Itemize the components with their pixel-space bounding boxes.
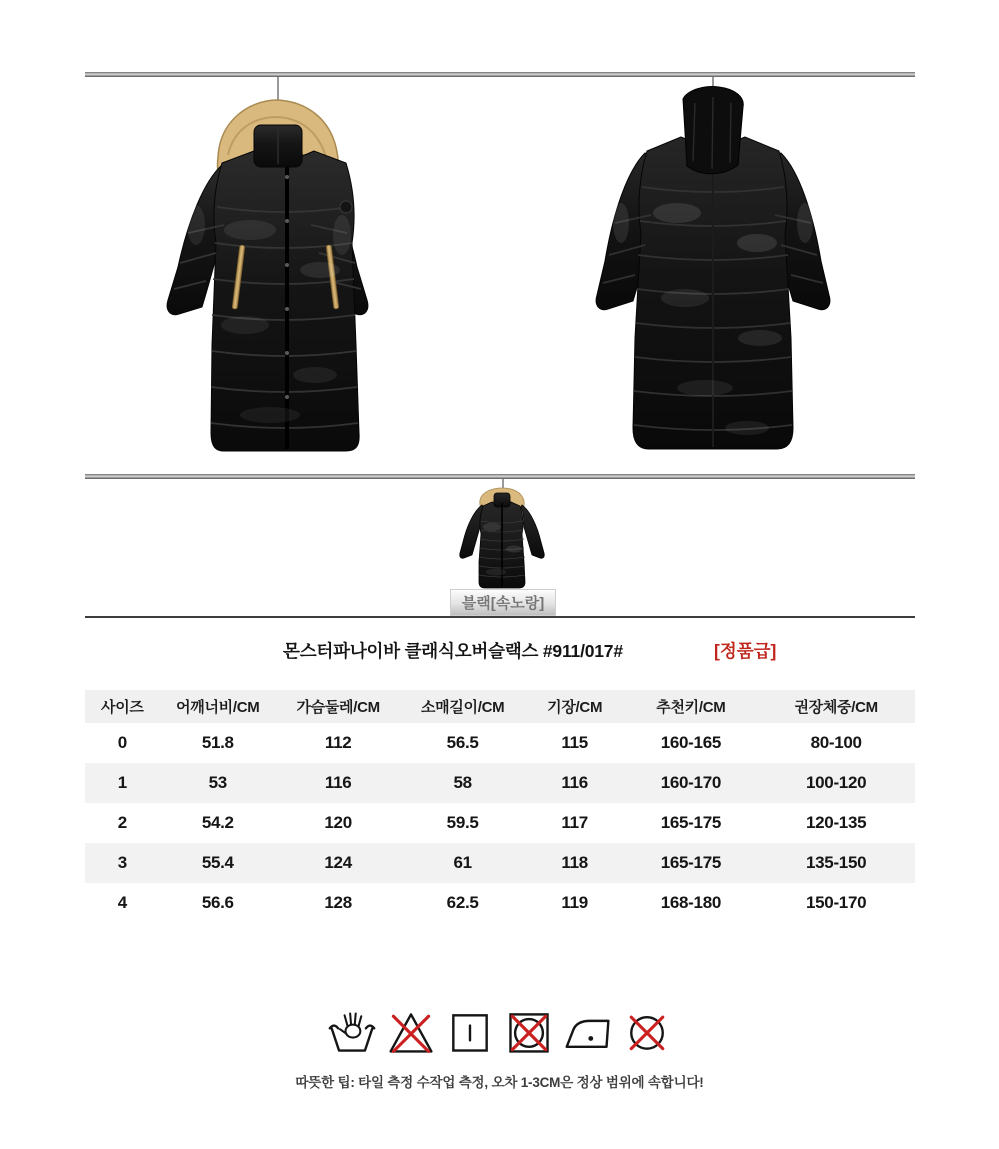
size-table-cell: 116 [276, 763, 401, 803]
size-table-cell: 59.5 [446, 813, 479, 832]
size-table-cell: 119 [561, 893, 588, 912]
size-table-cell: 120-135 [805, 813, 867, 832]
product-photo-front-coat [150, 95, 385, 460]
size-table-cell: 1 [85, 763, 160, 803]
size-table-cell: 135-150 [757, 843, 915, 883]
grade-badge: [정품급] [714, 641, 777, 661]
size-table-column-header: 사이즈 [85, 690, 160, 723]
size-table-cell: 53 [160, 763, 276, 803]
size-table-cell: 116 [525, 763, 625, 803]
do-not-dry-clean-icon [622, 1004, 672, 1060]
size-table-cell: 0 [117, 733, 127, 752]
size-table-column-header: 가슴둘레/CM [276, 690, 401, 723]
do-not-bleach-icon [386, 1004, 436, 1060]
product-photo-back-coat [585, 83, 841, 463]
size-table-column-header: 어깨너비/CM [160, 690, 276, 723]
size-table-cell: 112 [324, 733, 352, 752]
size-table-column-header: 추천키/CM [624, 690, 757, 723]
section-divider [85, 616, 915, 618]
size-table-column-header: 권장체중/CM [757, 690, 915, 723]
size-table-row [85, 803, 915, 843]
drip-dry-icon [445, 1004, 495, 1060]
care-symbols-row [0, 1004, 999, 1060]
size-table-cell: 100-120 [757, 763, 915, 803]
size-table-cell: 160-165 [660, 733, 722, 752]
hanging-rail-top [85, 72, 915, 77]
coat-right-sleeve [521, 505, 544, 558]
size-table-cell: 124 [276, 843, 401, 883]
size-table-row [85, 883, 915, 923]
measurement-tip: 따뜻한 팁: 타일 측정 수작업 측정, 오차 1-3CM은 정상 범위에 속합니다! [295, 1075, 704, 1090]
size-table-cell: 150-170 [805, 893, 867, 912]
size-table-cell: 80-100 [810, 733, 862, 752]
product-title: 몬스터파나이바 클래식오버슬랙스 #911/017# [283, 641, 623, 661]
iron-low-heat-icon [563, 1004, 613, 1060]
size-table-wrap [85, 690, 915, 923]
size-table-cell: 56.5 [446, 733, 479, 752]
size-table-cell: 51.8 [201, 733, 234, 752]
hand-wash-icon [327, 1004, 377, 1060]
size-table-cell: 165-175 [660, 813, 722, 832]
size-table-cell: 58 [400, 763, 525, 803]
size-table-column-header: 소매길이/CM [400, 690, 525, 723]
size-table [85, 690, 915, 923]
size-table-cell: 128 [324, 893, 352, 912]
size-table-cell: 160-170 [624, 763, 757, 803]
size-table-cell: 56.6 [201, 893, 234, 912]
stand-collar [254, 125, 302, 167]
size-table-cell: 118 [525, 843, 625, 883]
size-table-cell: 4 [117, 893, 127, 912]
hanging-rail-middle [85, 474, 915, 479]
size-table-row [85, 843, 915, 883]
size-table-cell: 165-175 [624, 843, 757, 883]
size-table-header-row [85, 690, 915, 723]
hood-back [683, 87, 743, 174]
color-option-thumbnail[interactable] [452, 487, 552, 591]
do-not-tumble-dry-icon [504, 1004, 554, 1060]
size-table-cell: 2 [117, 813, 127, 832]
size-table-cell: 117 [561, 813, 588, 832]
color-option-label[interactable]: 블랙[속노랑] [450, 589, 556, 616]
size-table-cell: 62.5 [446, 893, 479, 912]
size-table-cell: 54.2 [201, 813, 234, 832]
size-table-cell: 55.4 [160, 843, 276, 883]
size-table-body [85, 723, 915, 923]
size-table-row [85, 763, 915, 803]
size-table-cell: 168-180 [660, 893, 722, 912]
size-table-cell: 120 [324, 813, 352, 832]
size-table-cell: 3 [85, 843, 160, 883]
size-table-cell: 115 [561, 733, 588, 752]
size-table-row [85, 723, 915, 763]
size-table-cell: 61 [400, 843, 525, 883]
size-table-column-header: 기장/CM [525, 690, 625, 723]
shoulder-logo-badge [340, 201, 352, 213]
